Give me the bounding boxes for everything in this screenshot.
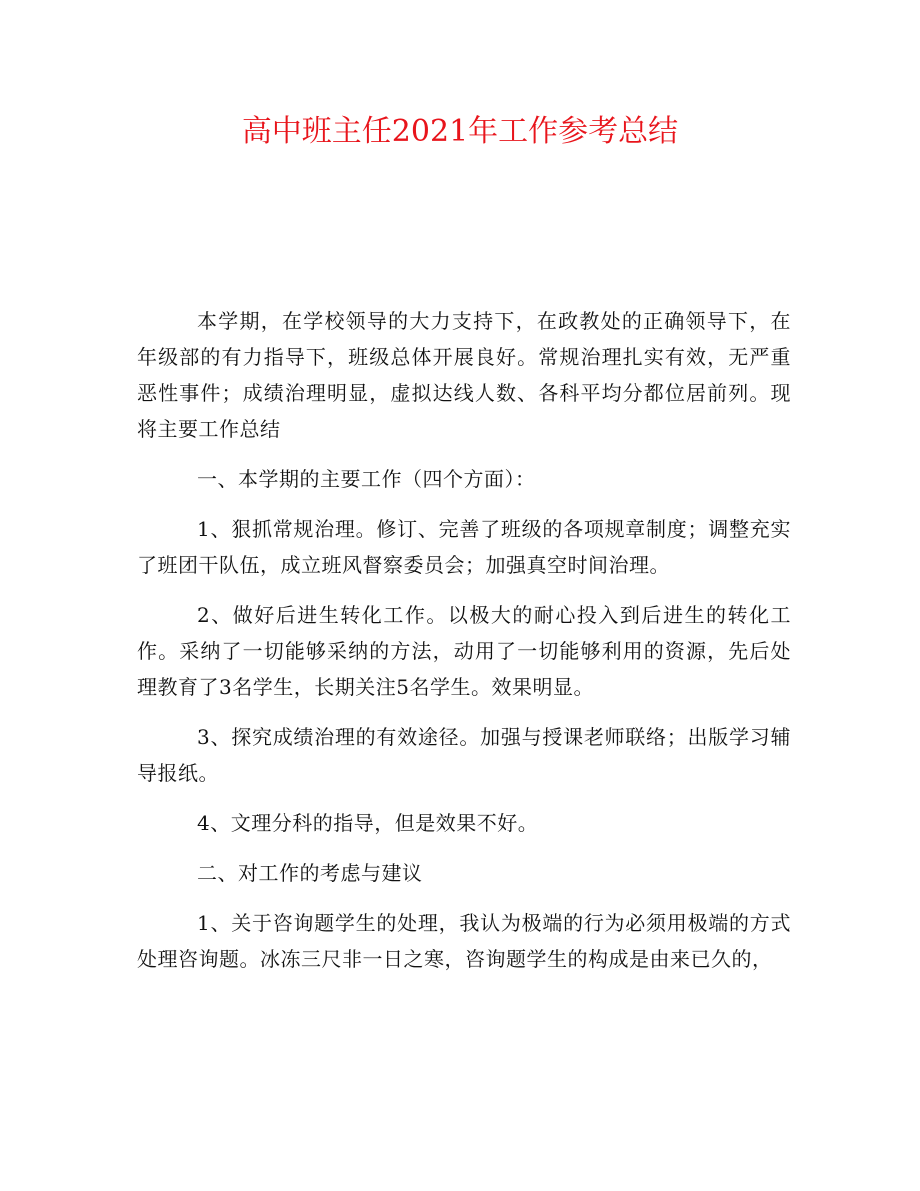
paragraph-item-1: 1、狠抓常规治理。修订、完善了班级的各项规章制度；调整充实了班团干队伍，成立班风督察委员会；加强真空时间治理。 bbox=[137, 517, 791, 577]
paragraph-item-3: 3、探究成绩治理的有效途径。加强与授课老师联络；出版学习辅导报纸。 bbox=[137, 725, 791, 785]
paragraph-item-2: 2、做好后进生转化工作。以极大的耐心投入到后进生的转化工作。采纳了一切能够采纳的方法，动用了一切能够利用的资源，先后处理教育了3名学生，长期关注5名学生。效果明显。 bbox=[137, 603, 791, 699]
section-heading-main-work: 一、本学期的主要工作（四个方面）： bbox=[197, 467, 536, 491]
paragraph-intro: 本学期，在学校领导的大力支持下，在政教处的正确领导下，在年级部的有力指导下，班级总体开展良好。常规治理扎实有效，无严重恶性事件；成绩治理明显，虚拟达线人数、各科平均分都位居前列。现将主要工作总结 bbox=[137, 309, 791, 441]
document-title: 高中班主任2021年工作参考总结 bbox=[241, 114, 679, 149]
section-heading-suggestions: 二、对工作的考虑与建议 bbox=[197, 861, 423, 885]
paragraph-item-4: 4、文理分科的指导，但是效果不好。 bbox=[197, 811, 539, 835]
paragraph-suggestion-1: 1、关于咨询题学生的处理，我认为极端的行为必须用极端的方式处理咨询题。冰冻三尺非一日之寒，咨询题学生的构成是由来已久的， bbox=[137, 911, 791, 971]
document-body bbox=[137, 303, 791, 991]
